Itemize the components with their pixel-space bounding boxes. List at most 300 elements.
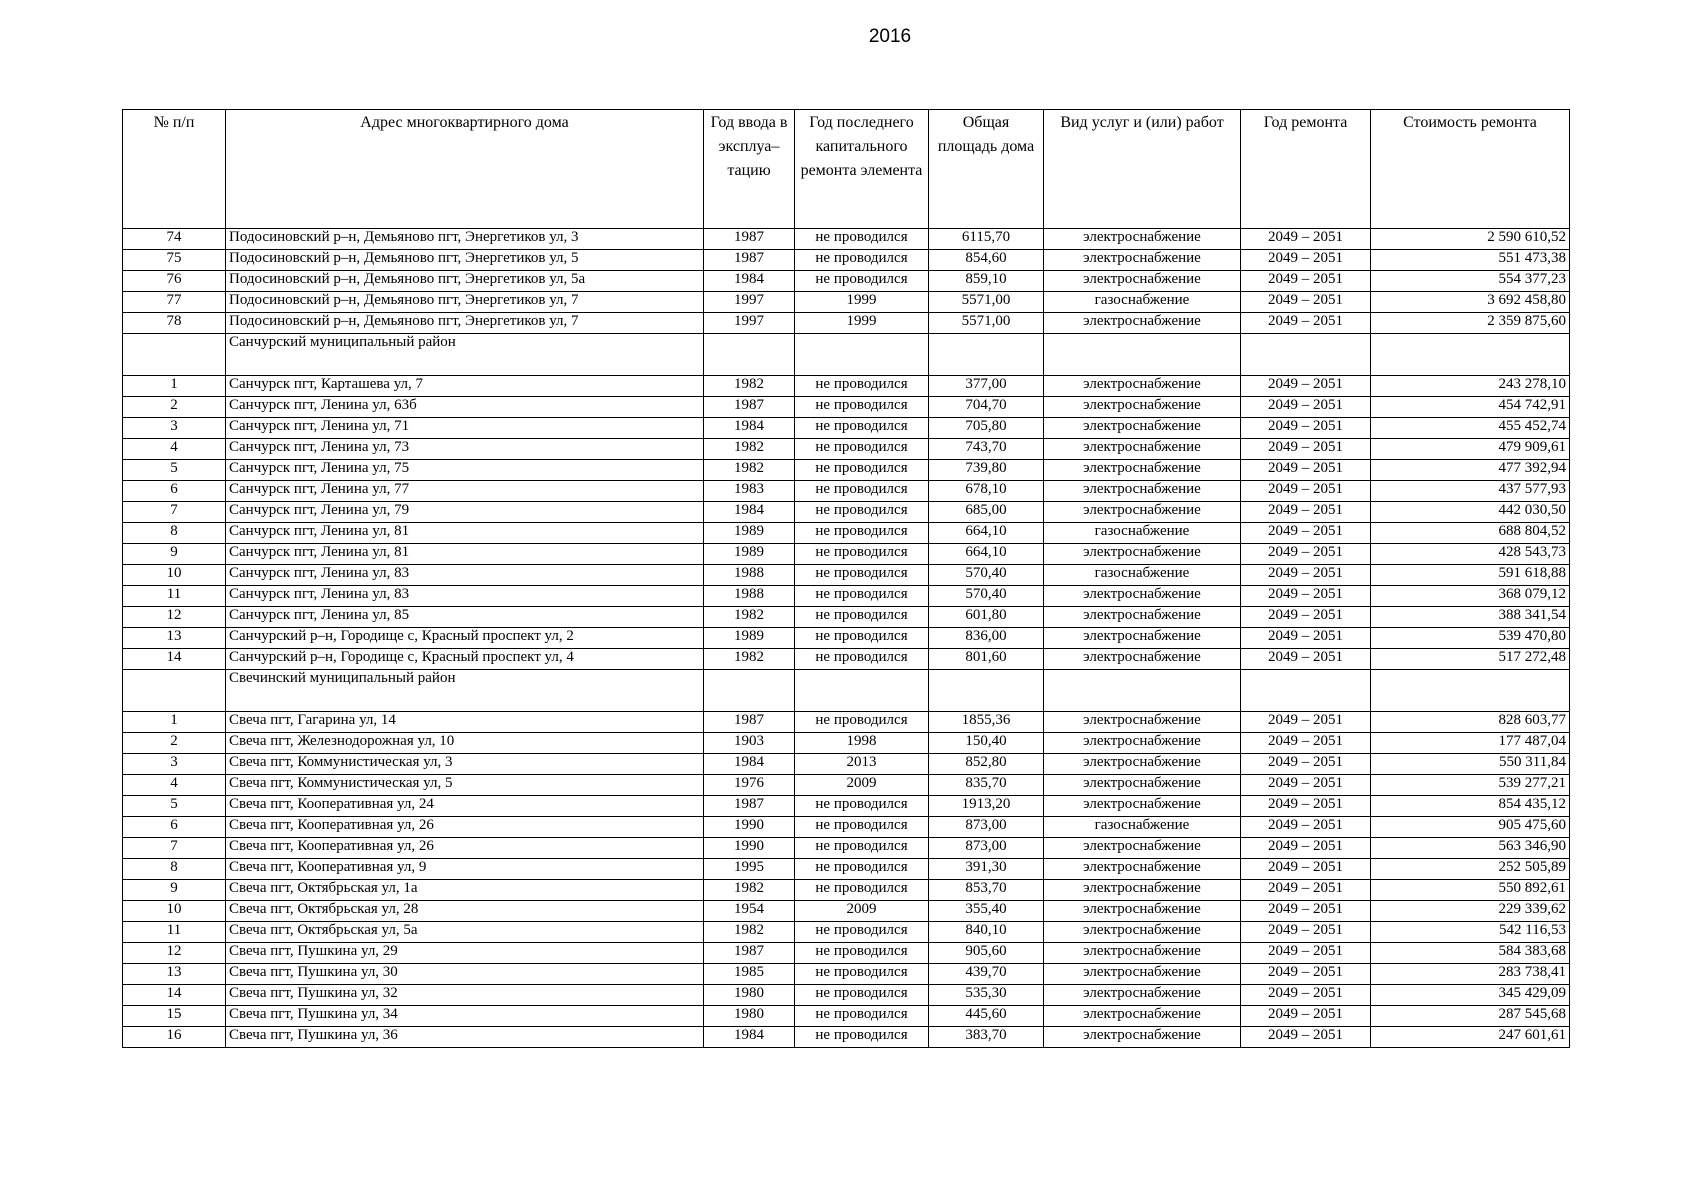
- empty-cell: [1044, 334, 1241, 376]
- cell-num: 5: [123, 460, 226, 481]
- cell-repair-year: 2049 – 2051: [1241, 250, 1371, 271]
- table-row: [123, 523, 1570, 544]
- cell-last-repair: не проводился: [795, 796, 929, 817]
- table-row: [123, 586, 1570, 607]
- cell-num: 14: [123, 985, 226, 1006]
- cell-last-repair: не проводился: [795, 502, 929, 523]
- cell-service: электроснабжение: [1044, 733, 1241, 754]
- cell-last-repair: не проводился: [795, 460, 929, 481]
- cell-address: Санчурск пгт, Ленина ул, 79: [226, 502, 704, 523]
- cell-num: 9: [123, 544, 226, 565]
- table-row: [123, 502, 1570, 523]
- header-area: Общая площадь дома: [929, 110, 1044, 229]
- cell-cost: 591 618,88: [1371, 565, 1570, 586]
- empty-cell: [1044, 670, 1241, 712]
- cell-cost: 177 487,04: [1371, 733, 1570, 754]
- table-row: [123, 922, 1570, 943]
- cell-service: электроснабжение: [1044, 880, 1241, 901]
- cell-year-built: 1982: [704, 439, 795, 460]
- cell-year-built: 1987: [704, 712, 795, 733]
- cell-area: 739,80: [929, 460, 1044, 481]
- cell-last-repair: не проводился: [795, 817, 929, 838]
- cell-area: 601,80: [929, 607, 1044, 628]
- cell-address: Свеча пгт, Октябрьская ул, 1а: [226, 880, 704, 901]
- cell-service: электроснабжение: [1044, 922, 1241, 943]
- cell-num: 2: [123, 397, 226, 418]
- cell-address: Подосиновский р–н, Демьяново пгт, Энергетиков ул, 3: [226, 229, 704, 250]
- cell-address: Подосиновский р–н, Демьяново пгт, Энергетиков ул, 7: [226, 313, 704, 334]
- cell-address: Подосиновский р–н, Демьяново пгт, Энергетиков ул, 7: [226, 292, 704, 313]
- cell-last-repair: 2009: [795, 901, 929, 922]
- cell-address: Свеча пгт, Пушкина ул, 30: [226, 964, 704, 985]
- table-row: [123, 229, 1570, 250]
- empty-cell: [795, 670, 929, 712]
- cell-address: Санчурск пгт, Ленина ул, 83: [226, 586, 704, 607]
- cell-service: электроснабжение: [1044, 376, 1241, 397]
- cell-repair-year: 2049 – 2051: [1241, 523, 1371, 544]
- table-row: [123, 439, 1570, 460]
- table-row: [123, 313, 1570, 334]
- cell-cost: 584 383,68: [1371, 943, 1570, 964]
- cell-last-repair: не проводился: [795, 271, 929, 292]
- cell-address: Санчурск пгт, Карташева ул, 7: [226, 376, 704, 397]
- table-body: [123, 229, 1570, 1048]
- cell-address: Санчурск пгт, Ленина ул, 75: [226, 460, 704, 481]
- cell-service: электроснабжение: [1044, 586, 1241, 607]
- cell-num: 11: [123, 586, 226, 607]
- section-row: [123, 334, 1570, 376]
- cell-service: электроснабжение: [1044, 250, 1241, 271]
- cell-last-repair: не проводился: [795, 1027, 929, 1048]
- cell-year-built: 1976: [704, 775, 795, 796]
- cell-num: 3: [123, 418, 226, 439]
- cell-year-built: 1990: [704, 817, 795, 838]
- cell-service: электроснабжение: [1044, 901, 1241, 922]
- cell-area: 150,40: [929, 733, 1044, 754]
- table-row: [123, 796, 1570, 817]
- header-num: № п/п: [123, 110, 226, 229]
- cell-service: электроснабжение: [1044, 712, 1241, 733]
- cell-year-built: 1984: [704, 1027, 795, 1048]
- cell-cost: 2 590 610,52: [1371, 229, 1570, 250]
- cell-repair-year: 2049 – 2051: [1241, 313, 1371, 334]
- cell-area: 873,00: [929, 838, 1044, 859]
- table-row: [123, 460, 1570, 481]
- cell-area: 836,00: [929, 628, 1044, 649]
- cell-last-repair: не проводился: [795, 481, 929, 502]
- cell-repair-year: 2049 – 2051: [1241, 943, 1371, 964]
- cell-cost: 428 543,73: [1371, 544, 1570, 565]
- cell-service: электроснабжение: [1044, 943, 1241, 964]
- cell-cost: 550 892,61: [1371, 880, 1570, 901]
- cell-repair-year: 2049 – 2051: [1241, 649, 1371, 670]
- cell-cost: 247 601,61: [1371, 1027, 1570, 1048]
- table-row: [123, 712, 1570, 733]
- cell-num: 12: [123, 943, 226, 964]
- table-row: [123, 1006, 1570, 1027]
- cell-area: 704,70: [929, 397, 1044, 418]
- cell-num: 8: [123, 859, 226, 880]
- cell-num: 74: [123, 229, 226, 250]
- section-title: Санчурский муниципальный район: [226, 334, 704, 376]
- cell-repair-year: 2049 – 2051: [1241, 481, 1371, 502]
- table-row: [123, 838, 1570, 859]
- cell-address: Санчурск пгт, Ленина ул, 71: [226, 418, 704, 439]
- cell-year-built: 1984: [704, 271, 795, 292]
- cell-year-built: 1987: [704, 943, 795, 964]
- cell-repair-year: 2049 – 2051: [1241, 838, 1371, 859]
- cell-address: Свеча пгт, Пушкина ул, 36: [226, 1027, 704, 1048]
- empty-cell: [795, 334, 929, 376]
- cell-last-repair: не проводился: [795, 607, 929, 628]
- cell-last-repair: не проводился: [795, 922, 929, 943]
- empty-cell: [1371, 670, 1570, 712]
- header-last-repair: Год последнего капитального ремонта элемента: [795, 110, 929, 229]
- empty-cell: [123, 334, 226, 376]
- header-cost: Стоимость ремонта: [1371, 110, 1570, 229]
- cell-num: 13: [123, 964, 226, 985]
- cell-cost: 517 272,48: [1371, 649, 1570, 670]
- cell-service: газоснабжение: [1044, 292, 1241, 313]
- cell-repair-year: 2049 – 2051: [1241, 733, 1371, 754]
- cell-area: 5571,00: [929, 292, 1044, 313]
- cell-num: 76: [123, 271, 226, 292]
- cell-service: электроснабжение: [1044, 838, 1241, 859]
- table-row: [123, 418, 1570, 439]
- cell-repair-year: 2049 – 2051: [1241, 565, 1371, 586]
- cell-service: электроснабжение: [1044, 313, 1241, 334]
- cell-num: 6: [123, 481, 226, 502]
- cell-service: электроснабжение: [1044, 754, 1241, 775]
- cell-service: электроснабжение: [1044, 607, 1241, 628]
- cell-year-built: 1980: [704, 1006, 795, 1027]
- cell-repair-year: 2049 – 2051: [1241, 229, 1371, 250]
- cell-service: электроснабжение: [1044, 460, 1241, 481]
- cell-num: 1: [123, 376, 226, 397]
- cell-year-built: 1984: [704, 754, 795, 775]
- cell-cost: 479 909,61: [1371, 439, 1570, 460]
- cell-address: Свеча пгт, Железнодорожная ул, 10: [226, 733, 704, 754]
- cell-service: электроснабжение: [1044, 271, 1241, 292]
- cell-area: 705,80: [929, 418, 1044, 439]
- cell-year-built: 1987: [704, 229, 795, 250]
- cell-year-built: 1990: [704, 838, 795, 859]
- table-row: [123, 754, 1570, 775]
- cell-last-repair: не проводился: [795, 964, 929, 985]
- cell-service: электроснабжение: [1044, 775, 1241, 796]
- cell-year-built: 1988: [704, 565, 795, 586]
- table-row: [123, 544, 1570, 565]
- section-title: Свечинский муниципальный район: [226, 670, 704, 712]
- cell-last-repair: не проводился: [795, 544, 929, 565]
- cell-address: Санчурский р–н, Городище с, Красный проспект ул, 4: [226, 649, 704, 670]
- cell-last-repair: не проводился: [795, 229, 929, 250]
- cell-num: 9: [123, 880, 226, 901]
- cell-num: 4: [123, 439, 226, 460]
- cell-cost: 554 377,23: [1371, 271, 1570, 292]
- cell-service: электроснабжение: [1044, 481, 1241, 502]
- cell-service: газоснабжение: [1044, 817, 1241, 838]
- cell-area: 391,30: [929, 859, 1044, 880]
- cell-area: 835,70: [929, 775, 1044, 796]
- cell-cost: 287 545,68: [1371, 1006, 1570, 1027]
- cell-last-repair: не проводился: [795, 523, 929, 544]
- cell-address: Свеча пгт, Октябрьская ул, 5а: [226, 922, 704, 943]
- cell-year-built: 1985: [704, 964, 795, 985]
- table-row: [123, 481, 1570, 502]
- cell-area: 439,70: [929, 964, 1044, 985]
- cell-last-repair: не проводился: [795, 943, 929, 964]
- cell-num: 7: [123, 502, 226, 523]
- cell-repair-year: 2049 – 2051: [1241, 460, 1371, 481]
- cell-area: 570,40: [929, 565, 1044, 586]
- cell-cost: 437 577,93: [1371, 481, 1570, 502]
- cell-cost: 345 429,09: [1371, 985, 1570, 1006]
- cell-address: Санчурск пгт, Ленина ул, 63б: [226, 397, 704, 418]
- cell-area: 1913,20: [929, 796, 1044, 817]
- cell-cost: 854 435,12: [1371, 796, 1570, 817]
- cell-area: 678,10: [929, 481, 1044, 502]
- cell-year-built: 1982: [704, 649, 795, 670]
- cell-area: 664,10: [929, 544, 1044, 565]
- empty-cell: [704, 334, 795, 376]
- cell-last-repair: не проводился: [795, 859, 929, 880]
- cell-address: Подосиновский р–н, Демьяново пгт, Энергетиков ул, 5: [226, 250, 704, 271]
- cell-repair-year: 2049 – 2051: [1241, 292, 1371, 313]
- cell-num: 3: [123, 754, 226, 775]
- cell-address: Свеча пгт, Коммунистическая ул, 5: [226, 775, 704, 796]
- cell-area: 1855,36: [929, 712, 1044, 733]
- cell-year-built: 1997: [704, 292, 795, 313]
- cell-service: электроснабжение: [1044, 628, 1241, 649]
- table-row: [123, 628, 1570, 649]
- header-repair-year: Год ремонта: [1241, 110, 1371, 229]
- cell-address: Санчурск пгт, Ленина ул, 73: [226, 439, 704, 460]
- cell-num: 5: [123, 796, 226, 817]
- cell-area: 355,40: [929, 901, 1044, 922]
- cell-service: электроснабжение: [1044, 649, 1241, 670]
- cell-service: электроснабжение: [1044, 544, 1241, 565]
- cell-cost: 539 470,80: [1371, 628, 1570, 649]
- cell-address: Свеча пгт, Октябрьская ул, 28: [226, 901, 704, 922]
- table-row: [123, 964, 1570, 985]
- cell-area: 853,70: [929, 880, 1044, 901]
- cell-repair-year: 2049 – 2051: [1241, 754, 1371, 775]
- cell-year-built: 1989: [704, 523, 795, 544]
- cell-repair-year: 2049 – 2051: [1241, 586, 1371, 607]
- cell-address: Свеча пгт, Пушкина ул, 29: [226, 943, 704, 964]
- cell-year-built: 1982: [704, 922, 795, 943]
- empty-cell: [1241, 670, 1371, 712]
- table-row: [123, 1027, 1570, 1048]
- cell-area: 840,10: [929, 922, 1044, 943]
- cell-last-repair: не проводился: [795, 376, 929, 397]
- cell-address: Санчурск пгт, Ленина ул, 85: [226, 607, 704, 628]
- cell-cost: 454 742,91: [1371, 397, 1570, 418]
- cell-last-repair: не проводился: [795, 565, 929, 586]
- table-row: [123, 397, 1570, 418]
- cell-area: 905,60: [929, 943, 1044, 964]
- cell-area: 852,80: [929, 754, 1044, 775]
- cell-address: Свеча пгт, Коммунистическая ул, 3: [226, 754, 704, 775]
- table-row: [123, 775, 1570, 796]
- cell-cost: 550 311,84: [1371, 754, 1570, 775]
- cell-num: 15: [123, 1006, 226, 1027]
- cell-cost: 368 079,12: [1371, 586, 1570, 607]
- cell-area: 445,60: [929, 1006, 1044, 1027]
- cell-area: 854,60: [929, 250, 1044, 271]
- cell-repair-year: 2049 – 2051: [1241, 712, 1371, 733]
- cell-repair-year: 2049 – 2051: [1241, 502, 1371, 523]
- cell-repair-year: 2049 – 2051: [1241, 796, 1371, 817]
- cell-cost: 542 116,53: [1371, 922, 1570, 943]
- cell-last-repair: 1999: [795, 292, 929, 313]
- cell-cost: 388 341,54: [1371, 607, 1570, 628]
- cell-year-built: 1997: [704, 313, 795, 334]
- cell-service: электроснабжение: [1044, 964, 1241, 985]
- cell-service: электроснабжение: [1044, 796, 1241, 817]
- cell-repair-year: 2049 – 2051: [1241, 922, 1371, 943]
- cell-repair-year: 2049 – 2051: [1241, 775, 1371, 796]
- cell-service: электроснабжение: [1044, 1027, 1241, 1048]
- cell-repair-year: 2049 – 2051: [1241, 880, 1371, 901]
- cell-area: 6115,70: [929, 229, 1044, 250]
- table-row: [123, 607, 1570, 628]
- cell-last-repair: 1999: [795, 313, 929, 334]
- cell-year-built: 1984: [704, 502, 795, 523]
- cell-repair-year: 2049 – 2051: [1241, 397, 1371, 418]
- cell-area: 377,00: [929, 376, 1044, 397]
- cell-last-repair: не проводился: [795, 880, 929, 901]
- table-row: [123, 733, 1570, 754]
- cell-year-built: 1989: [704, 628, 795, 649]
- cell-address: Свеча пгт, Кооперативная ул, 9: [226, 859, 704, 880]
- cell-cost: 828 603,77: [1371, 712, 1570, 733]
- cell-last-repair: не проводился: [795, 838, 929, 859]
- cell-year-built: 1982: [704, 460, 795, 481]
- cell-num: 6: [123, 817, 226, 838]
- cell-cost: 252 505,89: [1371, 859, 1570, 880]
- cell-cost: 551 473,38: [1371, 250, 1570, 271]
- header-year-built: Год ввода в эксплуа–тацию: [704, 110, 795, 229]
- cell-address: Санчурский р–н, Городище с, Красный проспект ул, 2: [226, 628, 704, 649]
- cell-repair-year: 2049 – 2051: [1241, 607, 1371, 628]
- cell-num: 78: [123, 313, 226, 334]
- cell-area: 859,10: [929, 271, 1044, 292]
- empty-cell: [929, 334, 1044, 376]
- cell-area: 570,40: [929, 586, 1044, 607]
- cell-service: электроснабжение: [1044, 229, 1241, 250]
- table-row: [123, 271, 1570, 292]
- cell-cost: 688 804,52: [1371, 523, 1570, 544]
- cell-service: электроснабжение: [1044, 859, 1241, 880]
- cell-num: 2: [123, 733, 226, 754]
- cell-num: 13: [123, 628, 226, 649]
- cell-year-built: 1987: [704, 250, 795, 271]
- cell-service: газоснабжение: [1044, 565, 1241, 586]
- empty-cell: [123, 670, 226, 712]
- table-header: [123, 110, 1570, 229]
- cell-repair-year: 2049 – 2051: [1241, 985, 1371, 1006]
- cell-year-built: 1995: [704, 859, 795, 880]
- cell-service: электроснабжение: [1044, 397, 1241, 418]
- cell-last-repair: не проводился: [795, 586, 929, 607]
- table-row: [123, 649, 1570, 670]
- cell-area: 535,30: [929, 985, 1044, 1006]
- cell-last-repair: не проводился: [795, 439, 929, 460]
- cell-service: газоснабжение: [1044, 523, 1241, 544]
- cell-cost: 442 030,50: [1371, 502, 1570, 523]
- cell-year-built: 1989: [704, 544, 795, 565]
- header-service: Вид услуг и (или) работ: [1044, 110, 1241, 229]
- cell-last-repair: не проводился: [795, 250, 929, 271]
- cell-year-built: 1984: [704, 418, 795, 439]
- cell-cost: 455 452,74: [1371, 418, 1570, 439]
- table-row: [123, 859, 1570, 880]
- cell-num: 1: [123, 712, 226, 733]
- cell-area: 685,00: [929, 502, 1044, 523]
- cell-cost: 283 738,41: [1371, 964, 1570, 985]
- cell-address: Санчурск пгт, Ленина ул, 81: [226, 523, 704, 544]
- header-address: Адрес многоквартирного дома: [226, 110, 704, 229]
- cell-num: 12: [123, 607, 226, 628]
- cell-service: электроснабжение: [1044, 502, 1241, 523]
- cell-num: 16: [123, 1027, 226, 1048]
- cell-cost: 2 359 875,60: [1371, 313, 1570, 334]
- cell-cost: 477 392,94: [1371, 460, 1570, 481]
- cell-last-repair: не проводился: [795, 985, 929, 1006]
- table-row: [123, 943, 1570, 964]
- cell-service: электроснабжение: [1044, 418, 1241, 439]
- cell-last-repair: не проводился: [795, 1006, 929, 1027]
- cell-num: 7: [123, 838, 226, 859]
- section-row: [123, 670, 1570, 712]
- table-row: [123, 292, 1570, 313]
- cell-cost: 905 475,60: [1371, 817, 1570, 838]
- repair-registry-table: [122, 109, 1570, 1048]
- cell-num: 11: [123, 922, 226, 943]
- table-row: [123, 376, 1570, 397]
- cell-repair-year: 2049 – 2051: [1241, 901, 1371, 922]
- cell-last-repair: не проводился: [795, 418, 929, 439]
- table-row: [123, 250, 1570, 271]
- cell-area: 664,10: [929, 523, 1044, 544]
- empty-cell: [1241, 334, 1371, 376]
- cell-address: Свеча пгт, Кооперативная ул, 26: [226, 838, 704, 859]
- cell-cost: 3 692 458,80: [1371, 292, 1570, 313]
- cell-repair-year: 2049 – 2051: [1241, 817, 1371, 838]
- table-row: [123, 880, 1570, 901]
- cell-num: 10: [123, 901, 226, 922]
- cell-address: Свеча пгт, Кооперативная ул, 26: [226, 817, 704, 838]
- cell-year-built: 1982: [704, 880, 795, 901]
- cell-repair-year: 2049 – 2051: [1241, 1006, 1371, 1027]
- empty-cell: [929, 670, 1044, 712]
- table-row: [123, 565, 1570, 586]
- cell-year-built: 1987: [704, 397, 795, 418]
- cell-repair-year: 2049 – 2051: [1241, 271, 1371, 292]
- table-row: [123, 901, 1570, 922]
- cell-repair-year: 2049 – 2051: [1241, 1027, 1371, 1048]
- cell-repair-year: 2049 – 2051: [1241, 859, 1371, 880]
- cell-repair-year: 2049 – 2051: [1241, 544, 1371, 565]
- cell-year-built: 1980: [704, 985, 795, 1006]
- cell-num: 8: [123, 523, 226, 544]
- cell-address: Свеча пгт, Пушкина ул, 32: [226, 985, 704, 1006]
- table-row: [123, 817, 1570, 838]
- page-number: 2016: [868, 26, 912, 47]
- cell-address: Свеча пгт, Кооперативная ул, 24: [226, 796, 704, 817]
